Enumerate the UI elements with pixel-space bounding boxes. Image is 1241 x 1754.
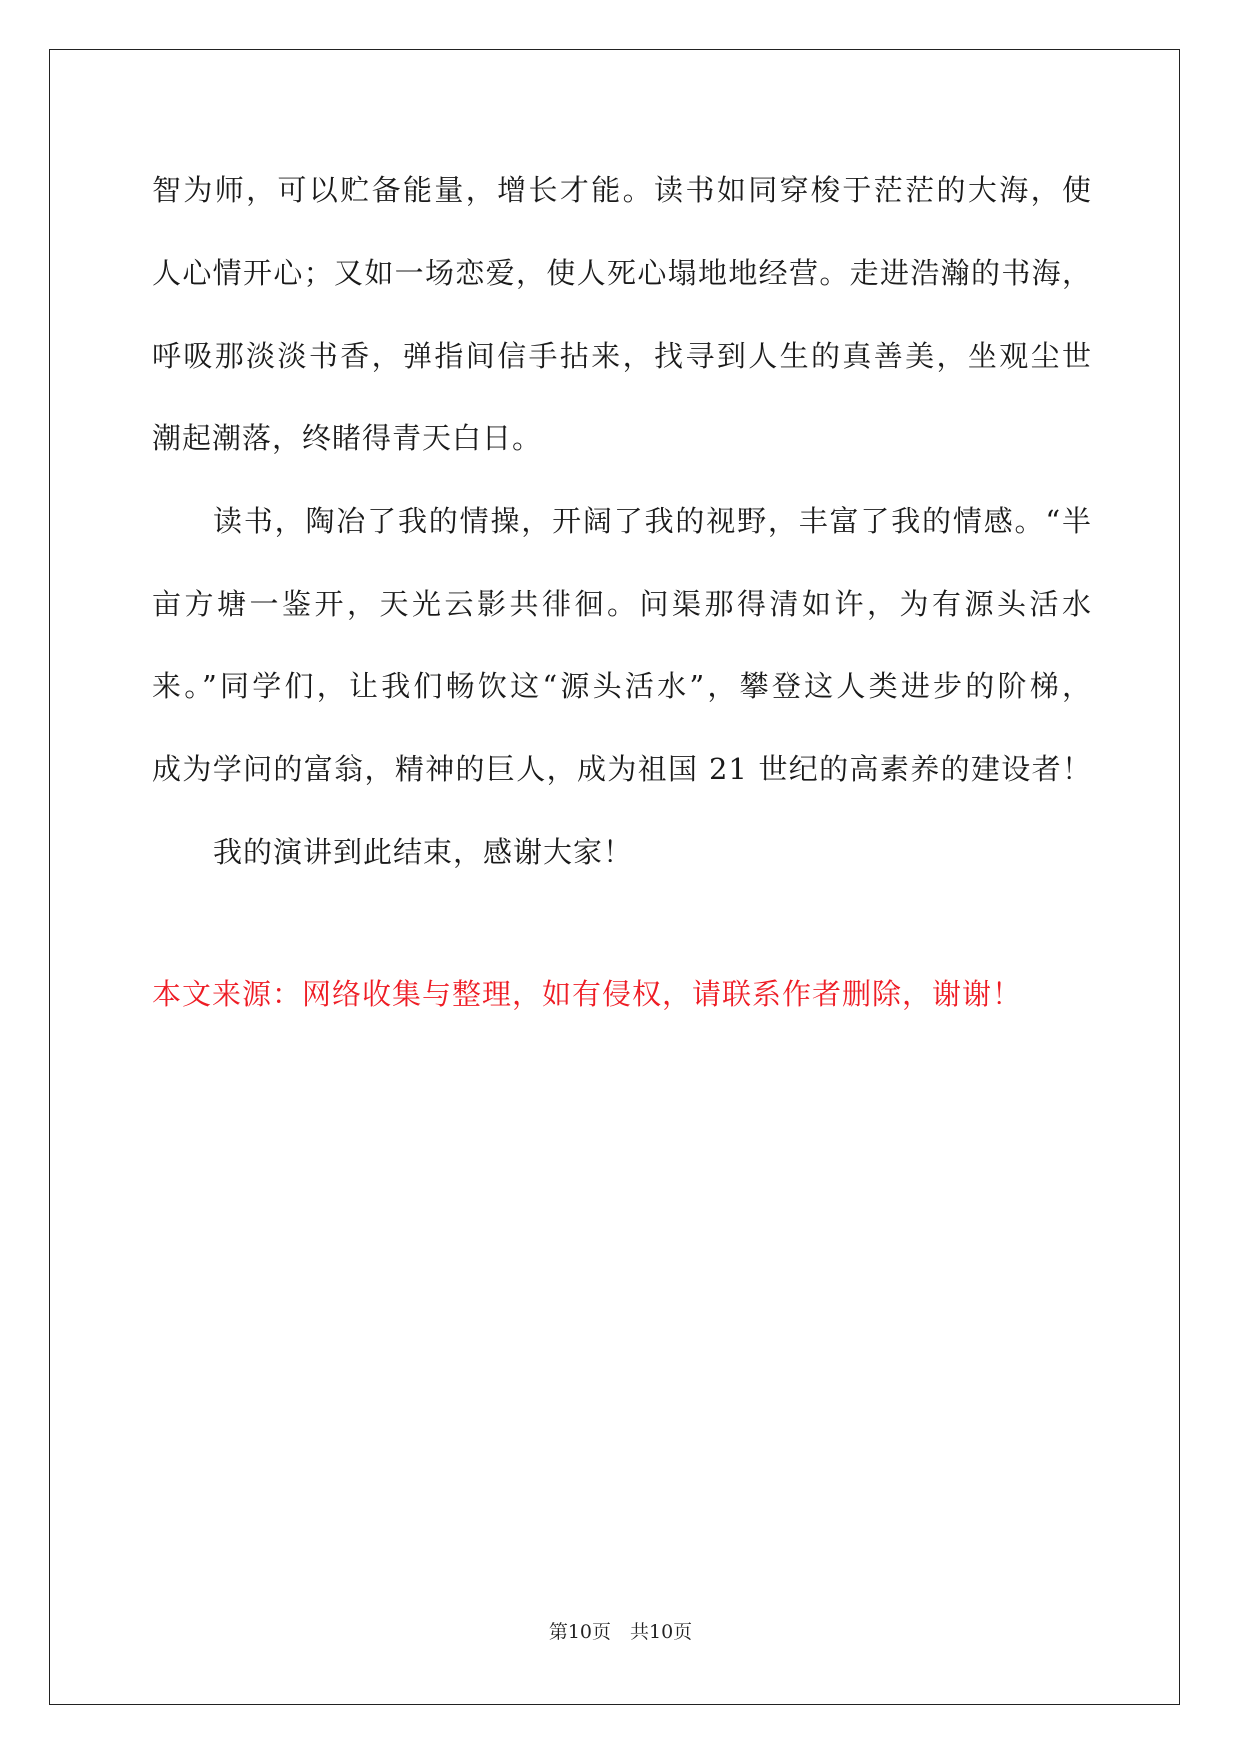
paragraph-2-line-1: 读书，陶冶了我的情操，开阔了我的视野，丰富了我的情感。“半 <box>213 504 1092 538</box>
paragraph-1-line-4: 潮起潮落，终睹得青天白日。 <box>152 421 543 455</box>
paragraph-2-line-3: 来。”同学们，让我们畅饮这“源头活水”，攀登这人类进步的阶梯， <box>152 669 1092 703</box>
paragraph-2-line-4: 成为学问的富翁，精神的巨人，成为祖国 21 世纪的高素养的建设者！ <box>152 752 1092 786</box>
source-note: 本文来源：网络收集与整理，如有侵权，请联系作者删除，谢谢！ <box>152 977 1023 1011</box>
paragraph-3: 我的演讲到此结束，感谢大家！ <box>213 835 634 869</box>
page-border <box>49 49 1180 1705</box>
paragraph-1-line-3: 呼吸那淡淡书香，弹指间信手拈来，找寻到人生的真善美，坐观尘世 <box>152 339 1092 373</box>
paragraph-1-line-2: 人心情开心；又如一场恋爱，使人死心塌地地经营。走进浩瀚的书海， <box>152 256 1092 290</box>
page-number-footer: 第10页 共10页 <box>548 1621 693 1643</box>
paragraph-2-line-2: 亩方塘一鉴开，天光云影共徘徊。问渠那得清如许，为有源头活水 <box>152 587 1092 621</box>
paragraph-1-line-1: 智为师，可以贮备能量，增长才能。读书如同穿梭于茫茫的大海，使 <box>152 173 1092 207</box>
